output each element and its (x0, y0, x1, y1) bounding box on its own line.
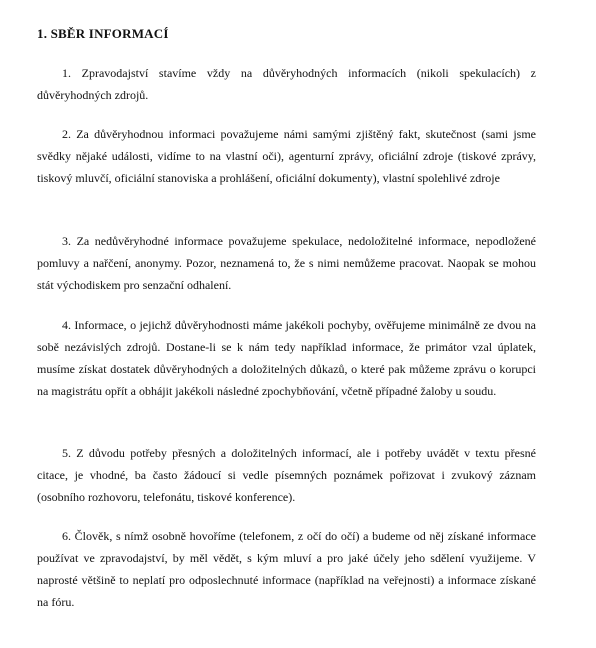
paragraph-6: 6. Člověk, s nímž osobně hovoříme (telefonem, z očí do očí) a budeme od něj získané informace používat ve zpravodajství, by měl vědět, s kým mluví a pro jaké účely jeho sdělení využijeme. V naprosté většině to neplatí pro odposlechnuté informace (například na veřejnosti) a informace získané na fóru. (37, 529, 536, 609)
paragraph-4: 4. Informace, o jejichž důvěryhodnosti máme jakékoli pochyby, ověřujeme minimálně ze dvou na sobě nezávislých zdrojů. Dostane-li se k nám tedy například informace, že primátor vzal úplatek, musíme získat dostatek důvěryhodných a doložitelných důkazů, o které pak můžeme zprávu o korupci na magistrátu opřít a obhájit jakékoli následné zpochybňování, včetně případné žaloby u soudu. (37, 318, 536, 398)
paragraph-1: 1. Zpravodajství stavíme vždy na důvěryhodných informacích (nikoli spekulacích) z důvěryhodných zdrojů. (37, 66, 536, 102)
paragraph-5: 5. Z důvodu potřeby přesných a doložitelných informací, ale i potřeby uvádět v textu přesné citace, je vhodné, ba často žádoucí si vedle písemných poznámek pořizovat i zvukový záznam (osobního rozhovoru, telefonátu, tiskové konference). (37, 446, 536, 504)
section-heading: 1. SBĚR INFORMACÍ (37, 26, 169, 41)
paragraph-3: 3. Za nedůvěryhodné informace považujeme spekulace, nedoložitelné informace, nepodložené pomluvy a nařčení, anonymy. Pozor, neznamená to, že s nimi nemůžeme pracovat. Naopak se mohou stát východiskem pro senzační odhalení. (37, 234, 536, 292)
paragraph-2: 2. Za důvěryhodnou informaci považujeme námi samými zjištěný fakt, skutečnost (sami jsme svědky nějaké události, vidíme to na vlastní oči), agenturní zprávy, oficiální zdroje (tiskové zprávy, tiskový mluvčí, oficiální stanoviska a prohlášení, oficiální dokumenty), vlastní spolehlivé zdroje (37, 127, 536, 185)
